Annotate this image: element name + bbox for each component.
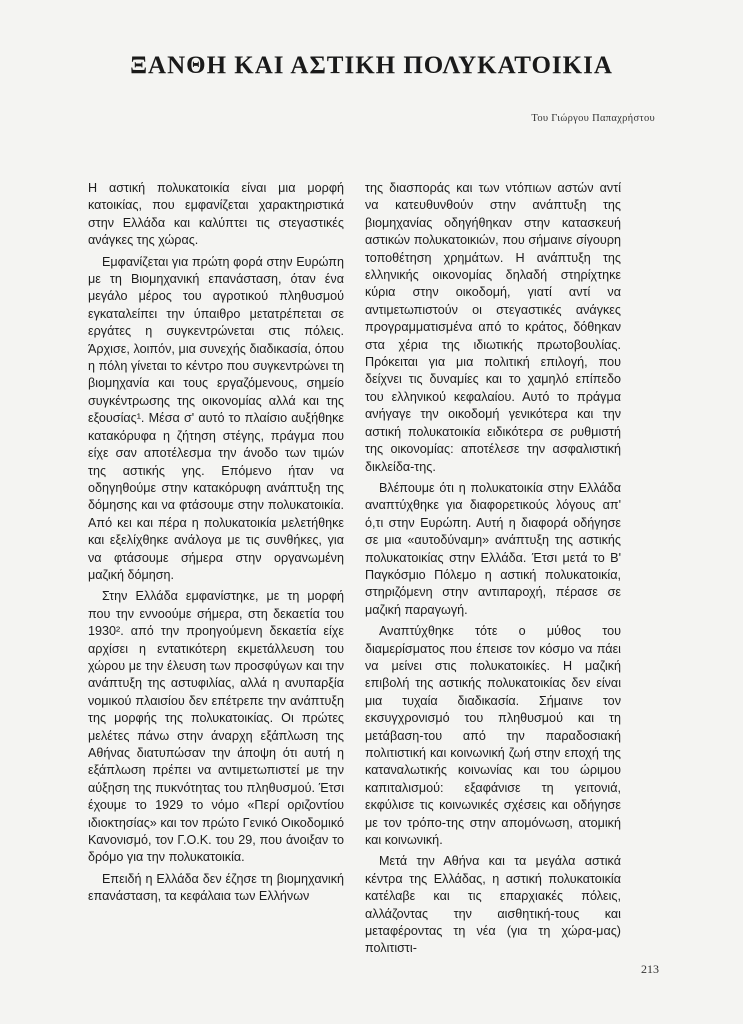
page-number: 213: [641, 962, 659, 976]
article-title: ΞΑΝΘΗ ΚΑΙ ΑΣΤΙΚΗ ΠΟΛΥΚΑΤΟΙΚΙΑ: [130, 52, 613, 79]
paragraph: Βλέπουμε ότι η πολυκατοικία στην Ελλάδα αναπτύχθηκε για διαφορετικούς λόγους απ' ό,τι στην Ευρώπη. Αυτή η διαφορά οδήγησε σε μια «αυτοδύναμη» ανάπτυξη της αστικής πολυκατοικίας στην Ελλάδα. Έτσι μετά το Β' Παγκόσμιο Πόλεμο η αστική πολυκατοικία, στηριζόμενη στην αντιπαροχή, πέρασε σε μαζική παραγωγή.: [365, 480, 621, 617]
left-column: [88, 180, 344, 910]
right-column: [365, 180, 621, 962]
paragraph: της διασποράς και των ντόπιων αστών αντί να κατευθυνθούν στην ανάπτυξη της βιομηχανίας οδηγήθηκαν στην κατασκευή αστικών πολυκατοικιών, που σήμαινε σίγουρη τοποθέτηση χρημάτων. Η ανάπτυξη της ελληνικής οικονομίας δηλαδή στηρίχτηκε κύρια στην οικοδομή, γιατί αντί να αντιμετωπιστούν οι στεγαστικές ανάγκες προγραμματισμένα από το κράτος, δόθηκαν στα χέρια της ιδιωτικής πρωτοβουλίας. Πρόκειται για μια πολιτική επιλογή, που δείχνει τις δυναμίες και το χαμηλό επίπεδο του ελληνικού κεφαλαίου. Αυτό το πράγμα ανήγαγε την οικοδομή γενικότερα και την αστική πολυκατοικία ειδικότερα σε ρυθμιστή της οικονομίας: αποτέλεσε την ασφαλιστική δικλείδα-της.: [365, 181, 621, 474]
paragraph: Η αστική πολυκατοικία είναι μια μορφή κατοικίας, που εμφανίζεται χαρακτηριστικά στην Ελλάδα και καλύπτει τις στεγαστικές ανάγκες της χώρας.: [88, 181, 344, 248]
paragraph: Μετά την Αθήνα και τα μεγάλα αστικά κέντρα της Ελλάδας, η αστική πολυκατοικία κατέλαβε και τις επαρχιακές πόλεις, αλλάζοντας την αισθητική-τους και μεταφέροντας τη νέα (για τη χώρα-μας) πολιτιστι-: [365, 854, 621, 956]
paragraph: Επειδή η Ελλάδα δεν έζησε τη βιομηχανική επανάσταση, τα κεφάλαια των Ελλήνων: [88, 871, 344, 904]
paragraph: Αναπτύχθηκε τότε ο μύθος του διαμερίσματος που έπεισε τον κόσμο να πάει να μείνει στις πολυκατοικίες. Η μαζική επιβολή της αστικής πολυκατοικίας δεν είναι μια τυχαία διαδικασία. Σήμαινε τον εκσυγχρονισμό του πληθυσμού και τη μετάβαση-του από την παραδοσιακή πολιτιστική και κοινωνική ζωή στην εποχή της καταναλωτικής κοινωνίας και του ώριμου καπιταλισμού: εξαφάνισε τη γειτονιά, εκφύλισε τις κοινωνικές σχέσεις και οδήγησε με τον τρόπο-της στην απομόνωση, ατομική και κοινωνική.: [365, 624, 621, 848]
author-byline: Του Γιώργου Παπαχρήστου: [531, 113, 655, 124]
paragraph: Εμφανίζεται για πρώτη φορά στην Ευρώπη με τη Βιομηχανική επανάσταση, όταν ένα μεγάλο μέρος του αγροτικού πληθυσμού εγκαταλείπει την ύπαιθρο μετατρέπεται σε εργάτες η συγκεντρώνεται στις πόλεις. Άρχισε, λοιπόν, μια συνεχής διαδικασία, όπου η πόλη γίνεται το κέντρο που συγκεντρώνει τη βιομηχανία και τους εργαζόμενους, σημείο συγκέντρωσης της οικονομίας αλλά και της εξουσίας¹. Μέσα σ' αυτό το πλαίσιο αυξήθηκε κατακόρυφα η ζήτηση στέγης, πράγμα που είχε σαν αποτέλεσμα την άνοδο των τιμών της αστικής γης. Επόμενο ήταν να οδηγηθούμε στην κατακόρυφη ανάπτυξη της δόμησης και να φτάσουμε στην πολυκατοικία. Από κει και πέρα η πολυκατοικία μελετήθηκε και εξελίχθηκε ανάλογα με τις συνθήκες, για να φτάσουμε σήμερα στην οργανωμένη μαζική δόμηση.: [88, 254, 344, 582]
paragraph: Στην Ελλάδα εμφανίστηκε, με τη μορφή που την εννοούμε σήμερα, στη δεκαετία του 1930². από την προηγούμενη δεκαετία είχε αρχίσει η εντατικότερη εκμετάλλευση του χώρου με την έλευση των προσφύγων και την ανάπτυξη της αστυφιλίας, αλλά η ανυπαρξία νομικού πλαισίου δεν επέτρεπε την ανάπτυξη της μορφής της πολυκατοικίας. Οι πρώτες μελέτες πάνω στην άναρχη εξάπλωση της Αθήνας διατυπώσαν την άποψη ότι αυτή η εξάπλωση πρέπει να αντιμετωπιστεί με την αύξηση της πυκνότητας του πληθυσμού. Έτσι έχουμε το 1929 το νόμο «Περί οριζοντίου ιδιοκτησίας» και τον πρώτο Γενικό Οικοδομικό Κανονισμό, τον Γ.Ο.Κ. του 29, που άνοιξαν το δρόμο για την πολυκατοικία.: [88, 589, 344, 865]
